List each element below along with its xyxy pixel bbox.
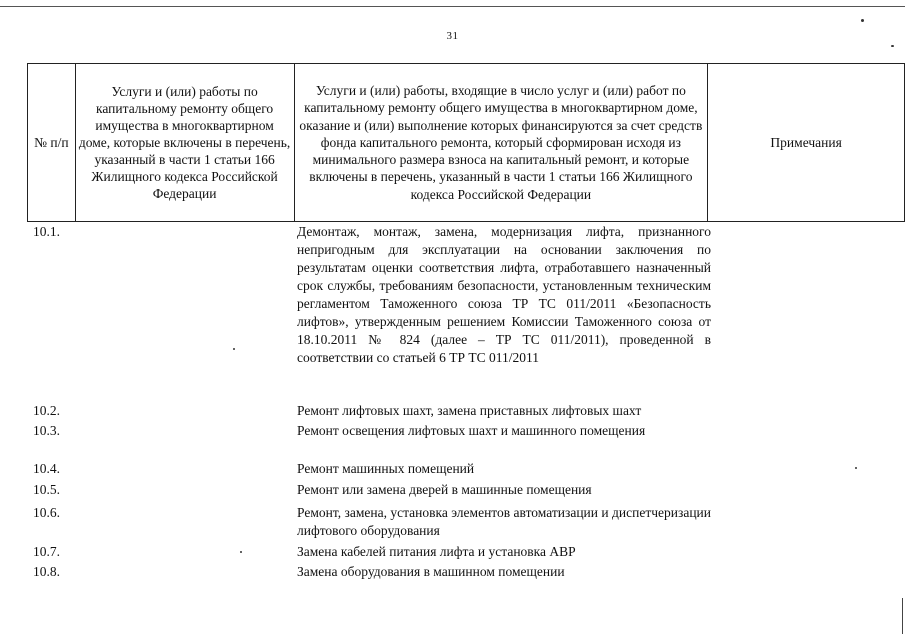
item-number: 10.3.	[33, 423, 60, 438]
item-number: 10.8.	[33, 564, 60, 579]
item-number: 10.7.	[33, 544, 60, 559]
scan-speck	[891, 45, 894, 47]
item-text: Замена оборудования в машинном помещении	[297, 564, 565, 579]
item-text: Ремонт или замена дверей в машинные помещения	[297, 482, 592, 497]
header-works-funded: Услуги и (или) работы, входящие в число услуг и (или) работ по капитальному ремонту общего имущества в многоквартирном доме, оказание и (или) выполнение которых финансируются за счет средств фонда капитального ремонта, который сформирован исходя из минимального размера взноса на капитальный ремонт, и которые включены в перечень, указанный в части 1 статьи 166 Жилищного кодекса Российской Федерации	[294, 64, 708, 222]
item-number: 10.4.	[33, 461, 60, 476]
item-text: Замена кабелей питания лифта и установка АВР	[297, 544, 576, 559]
header-works-list: Услуги и (или) работы по капитальному ремонту общего имущества в многоквартирном доме, которые включены в перечень, указанный в части 1 статьи 166 Жилищного кодекса Российской Федерации	[75, 64, 294, 222]
scan-speck	[240, 551, 242, 553]
scan-edge-mark	[902, 598, 903, 634]
header-number: № п/п	[28, 64, 76, 222]
item-text: Ремонт машинных помещений	[297, 461, 475, 476]
header-row	[28, 64, 905, 222]
item-text: Демонтаж, монтаж, замена, модернизация лифта, признанного непригодным для эксплуатации на основании заключения по результатам оценки соответствия лифта, отработавшего назначенный срок службы, требованиям безопасности, установленным техническим регламентом Таможенного союза ТР ТС 011/2011 «Безопасность лифтов», утвержденным решением Комиссии Таможенного союза от 18.10.2011 № 824 (далее – ТР ТС 011/2011), проведенной в соответствии со статьей 6 ТР ТС 011/2011	[297, 224, 711, 365]
scan-speck	[861, 19, 864, 22]
top-border-line	[0, 6, 905, 7]
scan-speck	[233, 348, 235, 350]
item-text: Ремонт освещения лифтовых шахт и машинного помещения	[297, 423, 646, 438]
header-notes: Примечания	[708, 64, 905, 222]
item-number: 10.6.	[33, 505, 60, 520]
page-number: 31	[446, 30, 459, 42]
header-table	[27, 63, 905, 222]
item-text: Ремонт лифтовых шахт, замена приставных лифтовых шахт	[297, 403, 642, 418]
item-text: Ремонт, замена, установка элементов автоматизации и диспетчеризации лифтового оборудования	[297, 505, 711, 538]
item-number: 10.5.	[33, 482, 60, 497]
item-number: 10.1.	[33, 224, 60, 239]
item-number: 10.2.	[33, 403, 60, 418]
scan-speck	[855, 467, 857, 469]
